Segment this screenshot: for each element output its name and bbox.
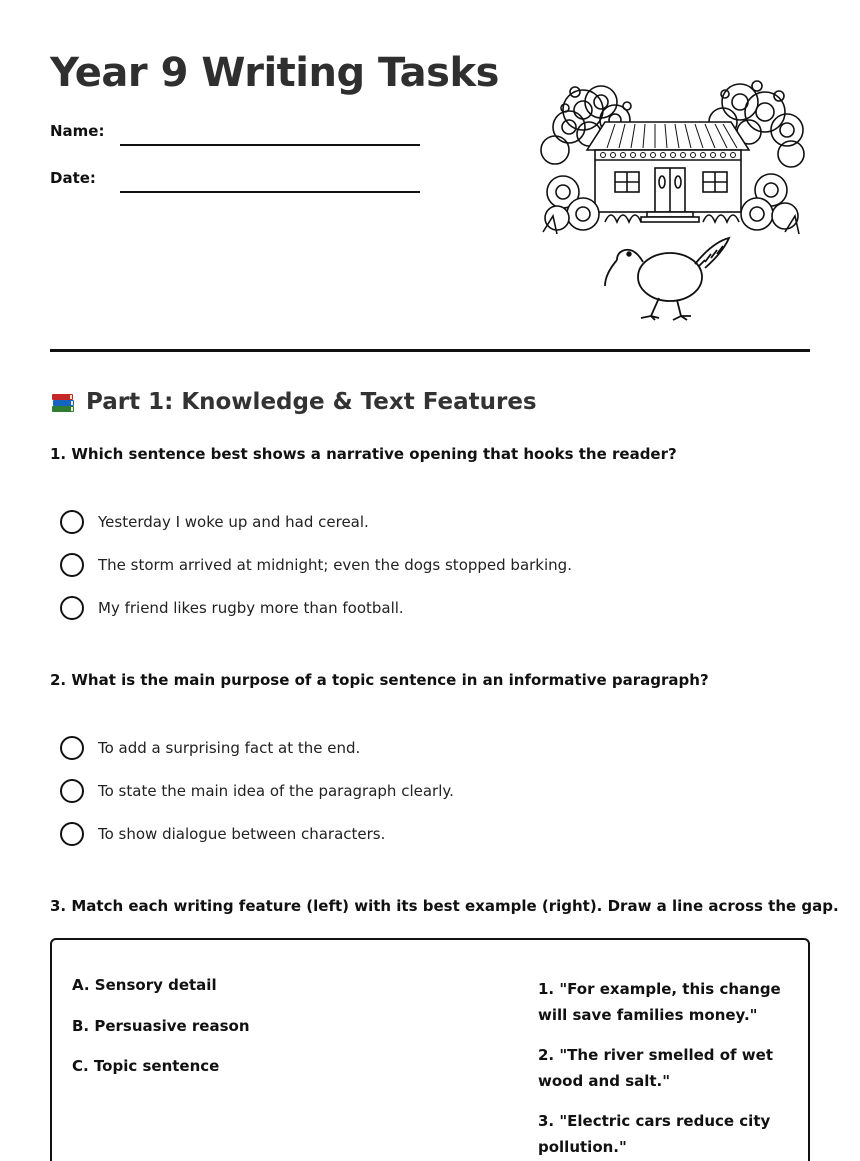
- radio-button[interactable]: [60, 779, 84, 803]
- radio-button[interactable]: [60, 510, 84, 534]
- radio-button[interactable]: [60, 596, 84, 620]
- q2-option-3[interactable]: [60, 822, 385, 846]
- option-label: Yesterday I woke up and had cereal.: [98, 513, 369, 531]
- name-field[interactable]: [120, 130, 420, 146]
- q1-option-1[interactable]: [60, 510, 369, 534]
- matching-box[interactable]: [50, 938, 810, 1161]
- example-list: [538, 976, 794, 1161]
- q2-option-2[interactable]: [60, 779, 454, 803]
- option-label: To state the main idea of the paragraph clearly.: [98, 782, 454, 800]
- header-divider: [50, 349, 810, 352]
- page-title: Year 9 Writing Tasks: [50, 50, 499, 96]
- name-label: Name:: [50, 122, 105, 140]
- date-label: Date:: [50, 169, 96, 187]
- radio-button[interactable]: [60, 553, 84, 577]
- example-item: 2. "The river smelled of wet wood and salt.": [538, 1046, 773, 1090]
- feature-item: C. Topic sentence: [72, 1057, 220, 1075]
- q1-option-3[interactable]: [60, 596, 404, 620]
- example-item: 1. "For example, this change will save families money.": [538, 980, 781, 1024]
- kiwi-bird: [605, 238, 729, 320]
- section-title: [50, 389, 537, 415]
- radio-button[interactable]: [60, 736, 84, 760]
- date-field[interactable]: [120, 177, 420, 193]
- option-label: The storm arrived at midnight; even the dogs stopped barking.: [98, 556, 572, 574]
- question-1: 1. Which sentence best shows a narrative opening that hooks the reader?: [50, 445, 677, 463]
- q2-option-1[interactable]: [60, 736, 360, 760]
- house-kiwi-illustration: [535, 72, 807, 324]
- q1-option-2[interactable]: [60, 553, 572, 577]
- feature-item: A. Sensory detail: [72, 976, 217, 994]
- option-label: My friend likes rugby more than football.: [98, 599, 404, 617]
- feature-item: B. Persuasive reason: [72, 1016, 250, 1035]
- option-label: To show dialogue between characters.: [98, 825, 386, 843]
- question-3: 3. Match each writing feature (left) with its best example (right). Draw a line across the gap.: [50, 897, 839, 915]
- example-item: 3. "Electric cars reduce city pollution.": [538, 1112, 771, 1156]
- feature-list: [72, 976, 250, 1098]
- radio-button[interactable]: [60, 822, 84, 846]
- question-2: 2. What is the main purpose of a topic sentence in an informative paragraph?: [50, 671, 709, 689]
- section-title-text: Part 1: Knowledge & Text Features: [86, 389, 537, 415]
- books-icon: [50, 389, 76, 415]
- option-label: To add a surprising fact at the end.: [98, 739, 361, 757]
